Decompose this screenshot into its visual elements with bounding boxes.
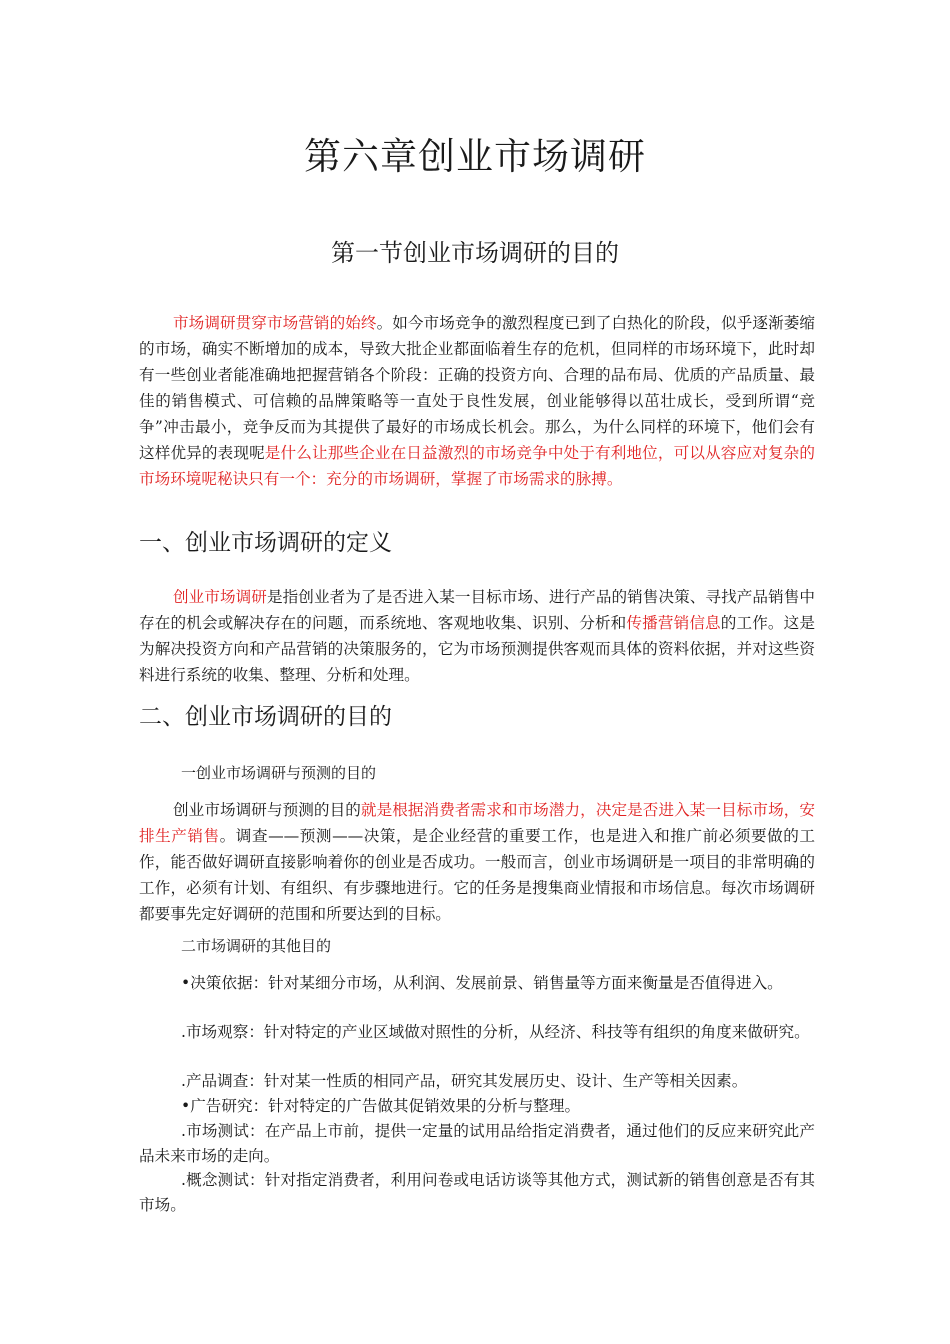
list-item: .市场观察：针对特定的产业区域做对照性的分析，从经济、科技等有组织的角度来做研究。 (181, 1023, 810, 1041)
intro-highlight-2: 是什么让那些企业在日益激烈的市场竞争中处于有利地位，可以从容应对复杂的市场环境呢秘诀只有一个：充分的市场调研，掌握了市场需求的脉搏。 (139, 444, 815, 488)
subheading-other-purposes: 二市场调研的其他目的 (181, 937, 332, 955)
list-item: .概念测试：针对指定消费者，利用问卷或电话访谈等其他方式，测试新的销售创意是否有其市场。 (139, 1171, 815, 1214)
definition-paragraph (139, 584, 815, 688)
intro-highlight-1: 市场调研贯穿市场营销的始终 (173, 314, 377, 332)
heading-purpose: 二、创业市场调研的目的 (139, 704, 392, 730)
purpose-highlight-1: 就是根据消费者需求和市场潜力，决定是否进入某一目标市场，安排生产销售 (139, 801, 815, 845)
intro-text-1: 。如今市场竞争的激烈程度已到了白热化的阶段，似乎逐渐萎缩的市场，确实不断增加的成本，导致大批企业都面临着生存的危机，但同样的市场环境下，此时却有一些创业者能准确地把握营销各个阶段：正确的投资方向、合理的品布局、优质的产品质量、最佳的销售模式、可信赖的品牌策略等一直处于良性发展，创业能够得以茁壮成长，受到所谓“竞争”冲击最小，竞争反而为其提供了最好的市场成长机会。那么，为什么同样的环境下，他们会有这样优异的表现呢 (139, 314, 815, 462)
purpose-paragraph (139, 797, 815, 927)
heading-definition: 一、创业市场调研的定义 (139, 530, 392, 556)
definition-highlight-2: 传播营销信息 (626, 614, 721, 632)
purpose-text-2: 。调查——预测——决策，是企业经营的重要工作，也是进入和推广前必须要做的工作，能否做好调研直接影响着你的创业是否成功。一般而言，创业市场调研是一项目的非常明确的工作，必须有计划、有组织、有步骤地进行。它的任务是搜集商业情报和市场信息。每次市场调研都要事先定好调研的范围和所要达到的目标。 (139, 827, 815, 923)
definition-text-1: 是指创业者为了是否进入某一目标市场、进行产品的销售决策、寻找产品销售中存在的机会或解决存在的问题，而系统地、客观地收集、识别、分析和 (139, 588, 815, 632)
list-item: •决策依据：针对某细分市场，从利润、发展前景、销售量等方面来衡量是否值得进入。 (181, 974, 783, 992)
subheading-forecast-purpose: 一创业市场调研与预测的目的 (181, 764, 377, 782)
definition-text-2: 的工作。这是为解决投资方向和产品营销的决策服务的，它为市场预测提供客观而具体的资料依据，并对这些资料进行系统的收集、整理、分析和处理。 (139, 614, 815, 684)
definition-highlight-1: 创业市场调研 (173, 588, 267, 606)
section-title: 第一节创业市场调研的目的 (331, 239, 619, 267)
list-item: •广告研究：针对特定的广告做其促销效果的分析与整理。 (181, 1097, 581, 1115)
chapter-title: 第六章创业市场调研 (304, 135, 646, 178)
purpose-text-1: 创业市场调研与预测的目的 (173, 801, 361, 819)
list-item: .市场测试：在产品上市前，提供一定量的试用品给指定消费者，通过他们的反应来研究此产品未来市场的走向。 (139, 1122, 815, 1165)
intro-paragraph (139, 310, 815, 492)
list-item: .产品调查：针对某一性质的相同产品，研究其发展历史、设计、生产等相关因素。 (181, 1072, 748, 1090)
